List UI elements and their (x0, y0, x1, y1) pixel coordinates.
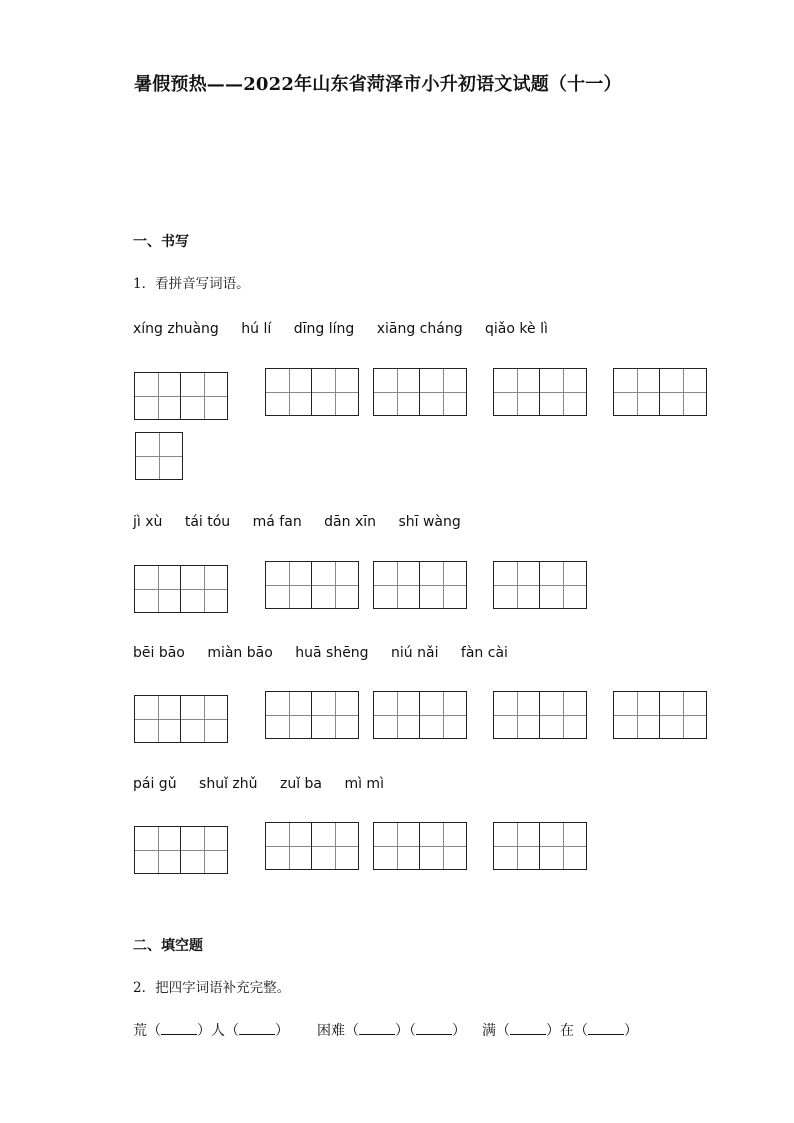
section-heading-writing: 一、书写 (133, 234, 189, 250)
pinyin-word: xiāng cháng (376, 321, 463, 337)
writing-grid[interactable] (134, 565, 228, 613)
writing-grid[interactable] (135, 432, 183, 480)
answer-blank[interactable] (510, 1022, 546, 1035)
idiom-text: 荒（ (133, 1023, 161, 1039)
writing-grid[interactable] (613, 368, 707, 416)
writing-grid[interactable] (134, 826, 228, 874)
writing-grid[interactable] (493, 561, 587, 609)
writing-grid[interactable] (613, 691, 707, 739)
pinyin-word: bēi bāo (133, 645, 185, 661)
pinyin-word: pái gǔ (133, 776, 177, 792)
pinyin-word: jì xù (133, 514, 163, 530)
answer-blank[interactable] (161, 1022, 197, 1035)
writing-grid[interactable] (493, 691, 587, 739)
writing-grid[interactable] (493, 822, 587, 870)
idiom-text: ） (275, 1023, 289, 1039)
fill-in-idioms (133, 1020, 638, 1040)
pinyin-word: zuǐ ba (279, 776, 322, 792)
writing-grid[interactable] (373, 822, 467, 870)
answer-blank[interactable] (416, 1022, 452, 1035)
question-2: 2．把四字词语补充完整。 (133, 980, 291, 996)
pinyin-word: huā shēng (295, 645, 369, 661)
pinyin-word: shī wàng (398, 514, 461, 530)
writing-grid[interactable] (373, 691, 467, 739)
answer-blank[interactable] (239, 1022, 275, 1035)
pinyin-word: dān xīn (324, 514, 376, 530)
idiom-text: ）（ (395, 1023, 416, 1039)
pinyin-word: xíng zhuàng (133, 321, 219, 337)
writing-grid[interactable] (265, 822, 359, 870)
idiom-text: ）人（ (197, 1023, 239, 1039)
idiom-text: ） (624, 1023, 638, 1039)
writing-grid[interactable] (373, 368, 467, 416)
writing-grid[interactable] (134, 372, 228, 420)
pinyin-word: shuǐ zhǔ (199, 776, 258, 792)
answer-blank[interactable] (588, 1022, 624, 1035)
pinyin-word: fàn cài (460, 645, 508, 661)
writing-grid[interactable] (493, 368, 587, 416)
pinyin-word: tái tóu (184, 514, 231, 530)
pinyin-word: miàn bāo (207, 645, 273, 661)
page-title: 暑假预热——2022年山东省菏泽市小升初语文试题（十一） (134, 74, 622, 95)
answer-blank[interactable] (359, 1022, 395, 1035)
idiom-text: 满（ (482, 1023, 510, 1039)
writing-grid[interactable] (134, 695, 228, 743)
writing-grid[interactable] (265, 691, 359, 739)
writing-grid[interactable] (265, 368, 359, 416)
idiom-text: 困难（ (317, 1023, 359, 1039)
writing-grid[interactable] (373, 561, 467, 609)
pinyin-row-3 (133, 645, 526, 661)
writing-grid[interactable] (265, 561, 359, 609)
pinyin-word: hú lí (241, 321, 272, 337)
pinyin-word: qiǎo kè lì (485, 321, 548, 337)
pinyin-word: niú nǎi (391, 645, 439, 661)
pinyin-row-2 (133, 514, 479, 530)
pinyin-word: mì mì (344, 776, 384, 792)
pinyin-word: dīng líng (293, 321, 355, 337)
idiom-text: ）在（ (546, 1023, 588, 1039)
pinyin-row-4 (133, 776, 402, 792)
idiom-text: ） (452, 1023, 466, 1039)
pinyin-row-1 (133, 321, 566, 337)
pinyin-word: má fan (252, 514, 302, 530)
section-heading-fill: 二、填空题 (133, 938, 203, 954)
question-1: 1．看拼音写词语。 (133, 276, 250, 292)
